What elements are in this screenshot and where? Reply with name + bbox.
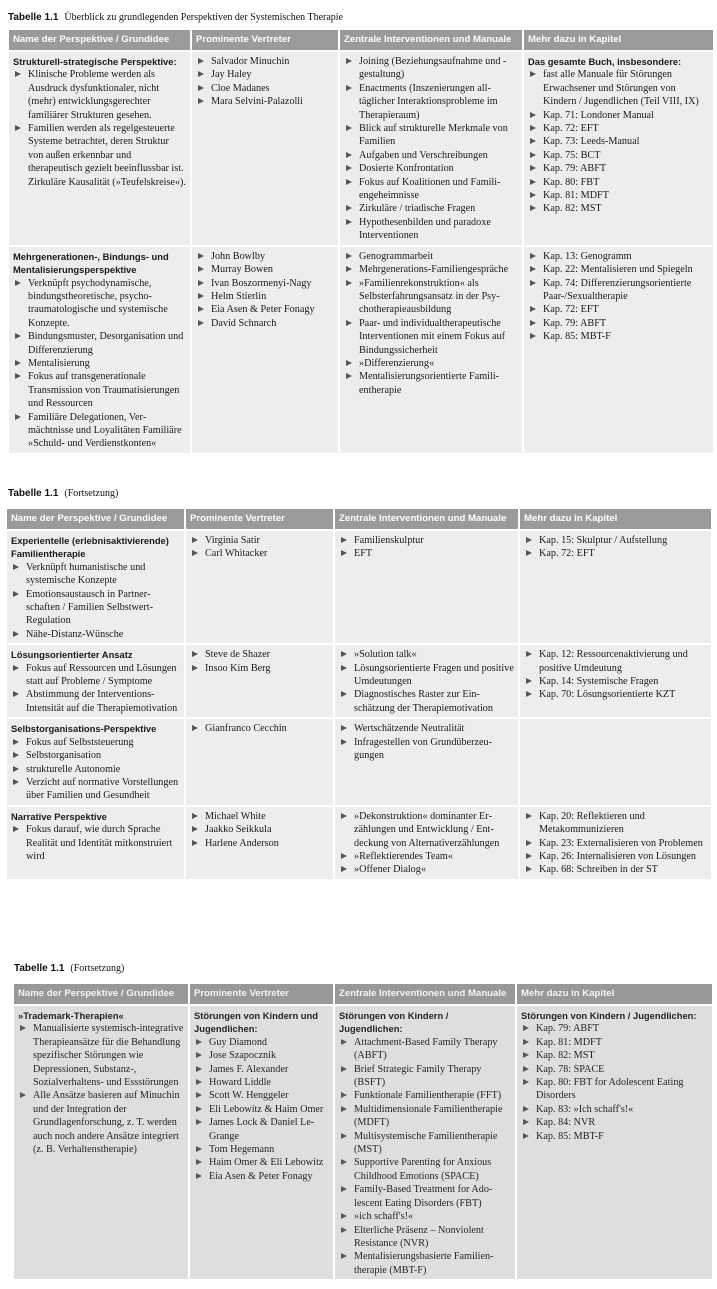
kapitel-item: Kap. 68: Schreiben in der ST [524,863,707,876]
interventionen-cell [335,645,518,717]
kapitel-item: Kap. 78: SPACE [521,1063,708,1076]
idea-item: Familiäre Delegationen, Vermächtnisse und Loyalitäten Familiäre »Schuld- und Verdienstkonten« [13,411,186,451]
table-row [7,719,711,804]
table-row [9,247,713,453]
vertreter-item-list [190,810,329,850]
kapitel-item: Kap. 85: MBT-F [528,330,709,343]
caption-label: Tabelle 1.1 [8,488,59,499]
vertreter-item: Scott W. Henggeler [194,1089,329,1102]
idea-item: Klinische Probleme werden als Ausdruck dysfunktionaler, nicht (mehr) entwicklungsgerechter familiärer Strukturen gesehen. [13,68,186,122]
vertreter-item: Haim Omer & Eli Lebowitz [194,1156,329,1169]
kapitel-item: Kap. 20: Reflektieren und Metakommunizieren [524,810,707,837]
idea-item: Verzicht auf normative Vorstellungen über Familien und Gesundheit [11,776,180,803]
intervention-item: »ich schaff's!« [339,1210,511,1223]
intervention-item: Diagnostisches Raster zur Einschätzung der Therapiemotivation [339,688,514,715]
kapitel-item: Kap. 23: Externalisieren von Problemen [524,837,707,850]
intervention-item-list [339,1036,511,1277]
vertreter-item: John Bowlby [196,250,334,263]
perspective-name: Selbstorganisations-Perspektive [11,723,157,735]
kapitel-item-list [521,1022,708,1143]
column-header: Name der Perspektive / Grundidee [14,984,188,1004]
column-header: Zentrale Interventionen und Manuale [335,509,518,529]
intervention-item: Wertschätzende Neutralität [339,722,514,735]
intervention-item-list [339,648,514,715]
interventionen-cell [335,807,518,879]
idea-item: Verknüpft psychodynamische, bindungstheoretische, psychotraumatologische und systemische Konzepte. [13,277,186,331]
kapitel-item: Kap. 72: EFT [528,303,709,316]
table-row [7,645,711,717]
kapitel-item: Kap. 26: Internalisieren von Lösungen [524,850,707,863]
vertreter-item-list [196,250,334,330]
table-row [7,807,711,879]
vertreter-item: Jaakko Seikkula [190,823,329,836]
kapitel-cell [517,1006,712,1279]
caption-text: (Fortsetzung) [70,963,125,974]
kapitel-item: Kap. 73: Leeds-Manual [528,135,709,148]
idea-item: Bindungsmuster, Desorganisation und Differenzierung [13,330,186,357]
vertreter-cell [186,807,333,879]
vertreter-item: Gianfranco Cecchin [190,722,329,735]
kapitel-item-list [528,68,709,215]
idea-list [11,662,180,716]
intervention-item: Joining (Beziehungsaufnahme und -gestaltung) [344,55,518,82]
intervention-item: EFT [339,547,514,560]
vertreter-item-list [190,534,329,561]
table-row [9,52,713,245]
vertreter-item: James F. Alexander [194,1063,329,1076]
kapitel-item: Kap. 85: MBT-F [521,1130,708,1143]
vertreter-item: Eia Asen & Peter Fonagy [196,303,334,316]
kapitel-item: Kap. 14: Systemische Fragen [524,675,707,688]
kapitel-cell [520,719,711,804]
column-header: Prominente Vertreter [192,30,338,50]
intervention-item: Familienskulptur [339,534,514,547]
vertreter-item: Carl Whitacker [190,547,329,560]
kapitel-cell [520,531,711,643]
intervention-item-list [339,722,514,762]
column-header: Name der Perspektive / Grundidee [7,509,184,529]
perspectives-table [7,28,715,455]
table-row [14,1006,712,1279]
intervention-item: Multidimensionale Familientherapie (MDFT) [339,1103,511,1130]
vertreter-item-list [190,648,329,675]
vertreter-item: Virginia Satir [190,534,329,547]
idea-item: Verknüpft humanistische und systemische Konzepte [11,561,180,588]
kapitel-cell [520,645,711,717]
idea-item: Emotionsaustausch in Partnerschaften / Familien Selbstwert-Regulation [11,588,180,628]
interventionen-cell [335,719,518,804]
intervention-item: »Differenzierung« [344,357,518,370]
kapitel-item: Kap. 22: Mentalisieren und Spiegeln [528,263,709,276]
kapitel-item: Kap. 72: EFT [528,122,709,135]
table-caption [14,962,124,975]
intervention-item: »Reflektierendes Team« [339,850,514,863]
perspective-name: Experientelle (erlebnisaktivierende) Familientherapie [11,535,169,560]
intervention-item: Fokus auf Koalitionen und Familiengeheimnisse [344,176,518,203]
vertreter-item: Eli Lebowitz & Haim Omer [194,1103,329,1116]
kapitel-item: Kap. 84: NVR [521,1116,708,1129]
column-header: Prominente Vertreter [186,509,333,529]
kapitel-cell [520,807,711,879]
intervention-item-list [344,250,518,397]
caption-label: Tabelle 1.1 [8,12,59,23]
idea-list [11,823,180,863]
vertreter-cell [186,719,333,804]
column-header: Mehr dazu in Kapitel [517,984,712,1004]
kapitel-item: Kap. 82: MST [521,1049,708,1062]
intervention-item: Infragestellen von Grundüberzeugungen [339,736,514,763]
interventionen-cell [335,531,518,643]
vertreter-item: Harlene Anderson [190,837,329,850]
vertreter-cell [190,1006,333,1279]
kapitel-item: Kap. 79: ABFT [528,162,709,175]
intervention-item: Aufgaben und Verschreibungen [344,149,518,162]
caption-label: Tabelle 1.1 [14,963,65,974]
intervention-item: »Offener Dialog« [339,863,514,876]
perspective-name: Mehrgenerationen-, Bindungs- und Mentalisierungsperspektive [13,250,169,276]
kapitel-item: Kap. 83: »Ich schaff's!« [521,1103,708,1116]
kapitel-item: Kap. 12: Ressourcenaktivierung und positive Umdeutung [524,648,707,675]
interventionen-cell [340,52,522,245]
idea-list [11,561,180,641]
intervention-item: Attachment-Based Family Therapy (ABFT) [339,1036,511,1063]
kapitel-item-list [528,250,709,344]
kapitel-item: Kap. 75: BCT [528,149,709,162]
idea-item: Nähe-Distanz-Wünsche [11,628,180,641]
intervention-item: Paar- und individualtherapeutische Interventionen mit einem Fokus auf Bindungssicherheit [344,317,518,357]
kapitel-item: Kap. 72: EFT [524,547,707,560]
perspective-cell [7,531,184,643]
perspective-name: Strukturell-strategische Perspektive: [13,56,177,67]
intervention-item: Multisystemische Familientherapie (MST) [339,1130,511,1157]
vertreter-cell [192,247,338,453]
idea-item: Abstimmung der Interventions-Intensität auf die Therapiemotivation [11,688,180,715]
table-caption [8,487,118,500]
vertreter-item: Guy Diamond [194,1036,329,1049]
vertreter-item: David Schnarch [196,317,334,330]
vertreter-cell [192,52,338,245]
vertreter-item: Michael White [190,810,329,823]
column-header: Name der Perspektive / Grundidee [9,30,190,50]
idea-item: Fokus auf Ressourcen und Lösungen statt auf Probleme / Symptome [11,662,180,689]
kapitel-item-list [524,810,707,877]
idea-list [11,736,180,803]
intervention-item-list [344,55,518,243]
vertreter-item: Tom Hegemann [194,1143,329,1156]
idea-list [18,1022,184,1156]
idea-item: Fokus darauf, wie durch Sprache Realität und Identität mitkonstruiert wird [11,823,180,863]
kapitel-item: Kap. 71: Londoner Manual [528,109,709,122]
vertreter-item: Jose Szapocznik [194,1049,329,1062]
intervention-item: »Solution talk« [339,648,514,661]
perspectives-table-continued [5,507,713,881]
intervention-item: Mentalisierungsorientierte Familientherapie [344,370,518,397]
idea-list [13,277,186,451]
kapitel-item: Kap. 80: FBT [528,176,709,189]
vertreter-item: Ivan Boszormenyi-Nagy [196,277,334,290]
idea-item: Familien werden als regelgesteuerte Systeme betrachtet, deren Struktur von außen erkennbar und therapeutisch gezielt beeinflussbar ist. Zirkuläre Kausalität (»Teufelskreise«). [13,122,186,189]
vertreter-item: James Lock & Daniel LeGrange [194,1116,329,1143]
vertreter-item: Mara Selvini-Palazolli [196,95,334,108]
interventionen-cell [335,1006,515,1279]
interventionen-heading: Störungen von Kindern / Jugendlichen: [339,1010,449,1035]
intervention-item: Dosierte Konfrontation [344,162,518,175]
intervention-item: Elterliche Präsenz – Nonviolent Resistance (NVR) [339,1224,511,1251]
vertreter-cell [186,531,333,643]
idea-item: Manualisierte systemisch-integrative Therapieansätze für die Behandlung spezifischer Störungen wie Depressionen, Substanz-, Sozialverhaltens- und Essstörungen [18,1022,184,1089]
header-row [9,30,713,50]
intervention-item: Hypothesenbilden und paradoxe Interventionen [344,216,518,243]
interventionen-cell [340,247,522,453]
kapitel-cell [524,247,713,453]
intervention-item: »Dekonstruktion« dominanter Erzählungen und Entwicklung / Entdeckung von Alternativerzählungen [339,810,514,850]
idea-item: strukturelle Autonomie [11,763,180,776]
vertreter-item: Salvador Minuchin [196,55,334,68]
intervention-item: Family-Based Treatment for Adolescent Eating Disorders (FBT) [339,1183,511,1210]
vertreter-item: Howard Liddle [194,1076,329,1089]
perspectives-table-continued-2 [12,982,714,1281]
kapitel-item: Kap. 80: FBT for Adolescent Eating Disorders [521,1076,708,1103]
kapitel-cell [524,52,713,245]
vertreter-item: Steve de Shazer [190,648,329,661]
kapitel-item: fast alle Manuale für Störungen Erwachsener und Störungen von Kindern / Jugendlichen (Teil VIII, IX) [528,68,709,108]
kapitel-item: Kap. 79: ABFT [528,317,709,330]
intervention-item: Enactments (Inszenierungen alltäglicher Interaktionsprobleme im Therapieraum) [344,82,518,122]
vertreter-item: Murray Bowen [196,263,334,276]
perspective-cell [9,247,190,453]
vertreter-item: Cloe Madanes [196,82,334,95]
kapitel-item: Kap. 74: Differenzierungsorientierte Paar-/Sexualtherapie [528,277,709,304]
idea-item: Fokus auf transgenerationale Transmission von Traumatisierungen und Ressourcen [13,370,186,410]
vertreter-item-list [196,55,334,109]
column-header: Mehr dazu in Kapitel [524,30,713,50]
perspective-name: Narrative Perspektive [11,810,107,822]
intervention-item: Supportive Parenting for Anxious Childhood Emotions (SPACE) [339,1156,511,1183]
column-header: Mehr dazu in Kapitel [520,509,711,529]
idea-item: Mentalisierung [13,357,186,370]
intervention-item-list [339,534,514,561]
kapitel-item: Kap. 79: ABFT [521,1022,708,1035]
vertreter-item: Eia Asen & Peter Fonagy [194,1170,329,1183]
idea-item: Selbstorganisation [11,749,180,762]
column-header: Zentrale Interventionen und Manuale [335,984,515,1004]
intervention-item: Blick auf strukturelle Merkmale von Familien [344,122,518,149]
vertreter-cell [186,645,333,717]
intervention-item: Zirkuläre / triadische Fragen [344,202,518,215]
intervention-item: Funktionale Familientherapie (FFT) [339,1089,511,1102]
kapitel-item: Kap. 15: Skulptur / Aufstellung [524,534,707,547]
vertreter-heading: Störungen von Kindern und Jugendlichen: [194,1010,318,1035]
intervention-item: Brief Strategic Family Therapy (BSFT) [339,1063,511,1090]
table-row [7,531,711,643]
perspective-name: Lösungsorientierter Ansatz [11,649,133,661]
kapitel-item: Kap. 70: Lösungsorientierte KZT [524,688,707,701]
perspective-cell [14,1006,188,1279]
intervention-item-list [339,810,514,877]
perspective-cell [9,52,190,245]
perspective-cell [7,719,184,804]
kapitel-heading: Störungen von Kindern / Jugendlichen: [521,1010,697,1021]
intervention-item: Mehrgenerations-Familiengespräche [344,263,518,276]
vertreter-item: Jay Haley [196,68,334,81]
intervention-item: Lösungsorientierte Fragen und positive Umdeutungen [339,662,514,689]
kapitel-item-list [524,648,707,702]
kapitel-item: Kap. 82: MST [528,202,709,215]
header-row [14,984,712,1004]
idea-item: Alle Ansätze basieren auf Minuchin und der Integration der Grundlagenforschung, z. T. werden auch noch andere Ansätze integriert (z. B. Verhaltenstherapie) [18,1089,184,1156]
table-caption [8,11,343,24]
idea-list [13,68,186,189]
vertreter-item: Helm Stierlin [196,290,334,303]
kapitel-item: Kap. 13: Genogramm [528,250,709,263]
caption-text: Überblick zu grundlegenden Perspektiven der Systemischen Therapie [64,12,344,23]
perspective-cell [7,645,184,717]
header-row [7,509,711,529]
kapitel-item-list [524,534,707,561]
kapitel-heading: Das gesamte Buch, insbesondere: [528,56,682,67]
vertreter-item: Insoo Kim Berg [190,662,329,675]
intervention-item: Genogrammarbeit [344,250,518,263]
column-header: Prominente Vertreter [190,984,333,1004]
column-header: Zentrale Interventionen und Manuale [340,30,522,50]
caption-text: (Fortsetzung) [64,488,119,499]
intervention-item: Mentalisierungsbasierte Familientherapie (MBT-F) [339,1250,511,1277]
vertreter-item-list [190,722,329,735]
idea-item: Fokus auf Selbststeuerung [11,736,180,749]
intervention-item: »Familienrekonstruktion« als Selbsterfahrungsansatz in der Psychotherapieausbildung [344,277,518,317]
perspective-cell [7,807,184,879]
kapitel-item: Kap. 81: MDFT [521,1036,708,1049]
vertreter-item-list [194,1036,329,1183]
kapitel-item: Kap. 81: MDFT [528,189,709,202]
perspective-name: »Trademark-Therapien« [18,1010,124,1021]
